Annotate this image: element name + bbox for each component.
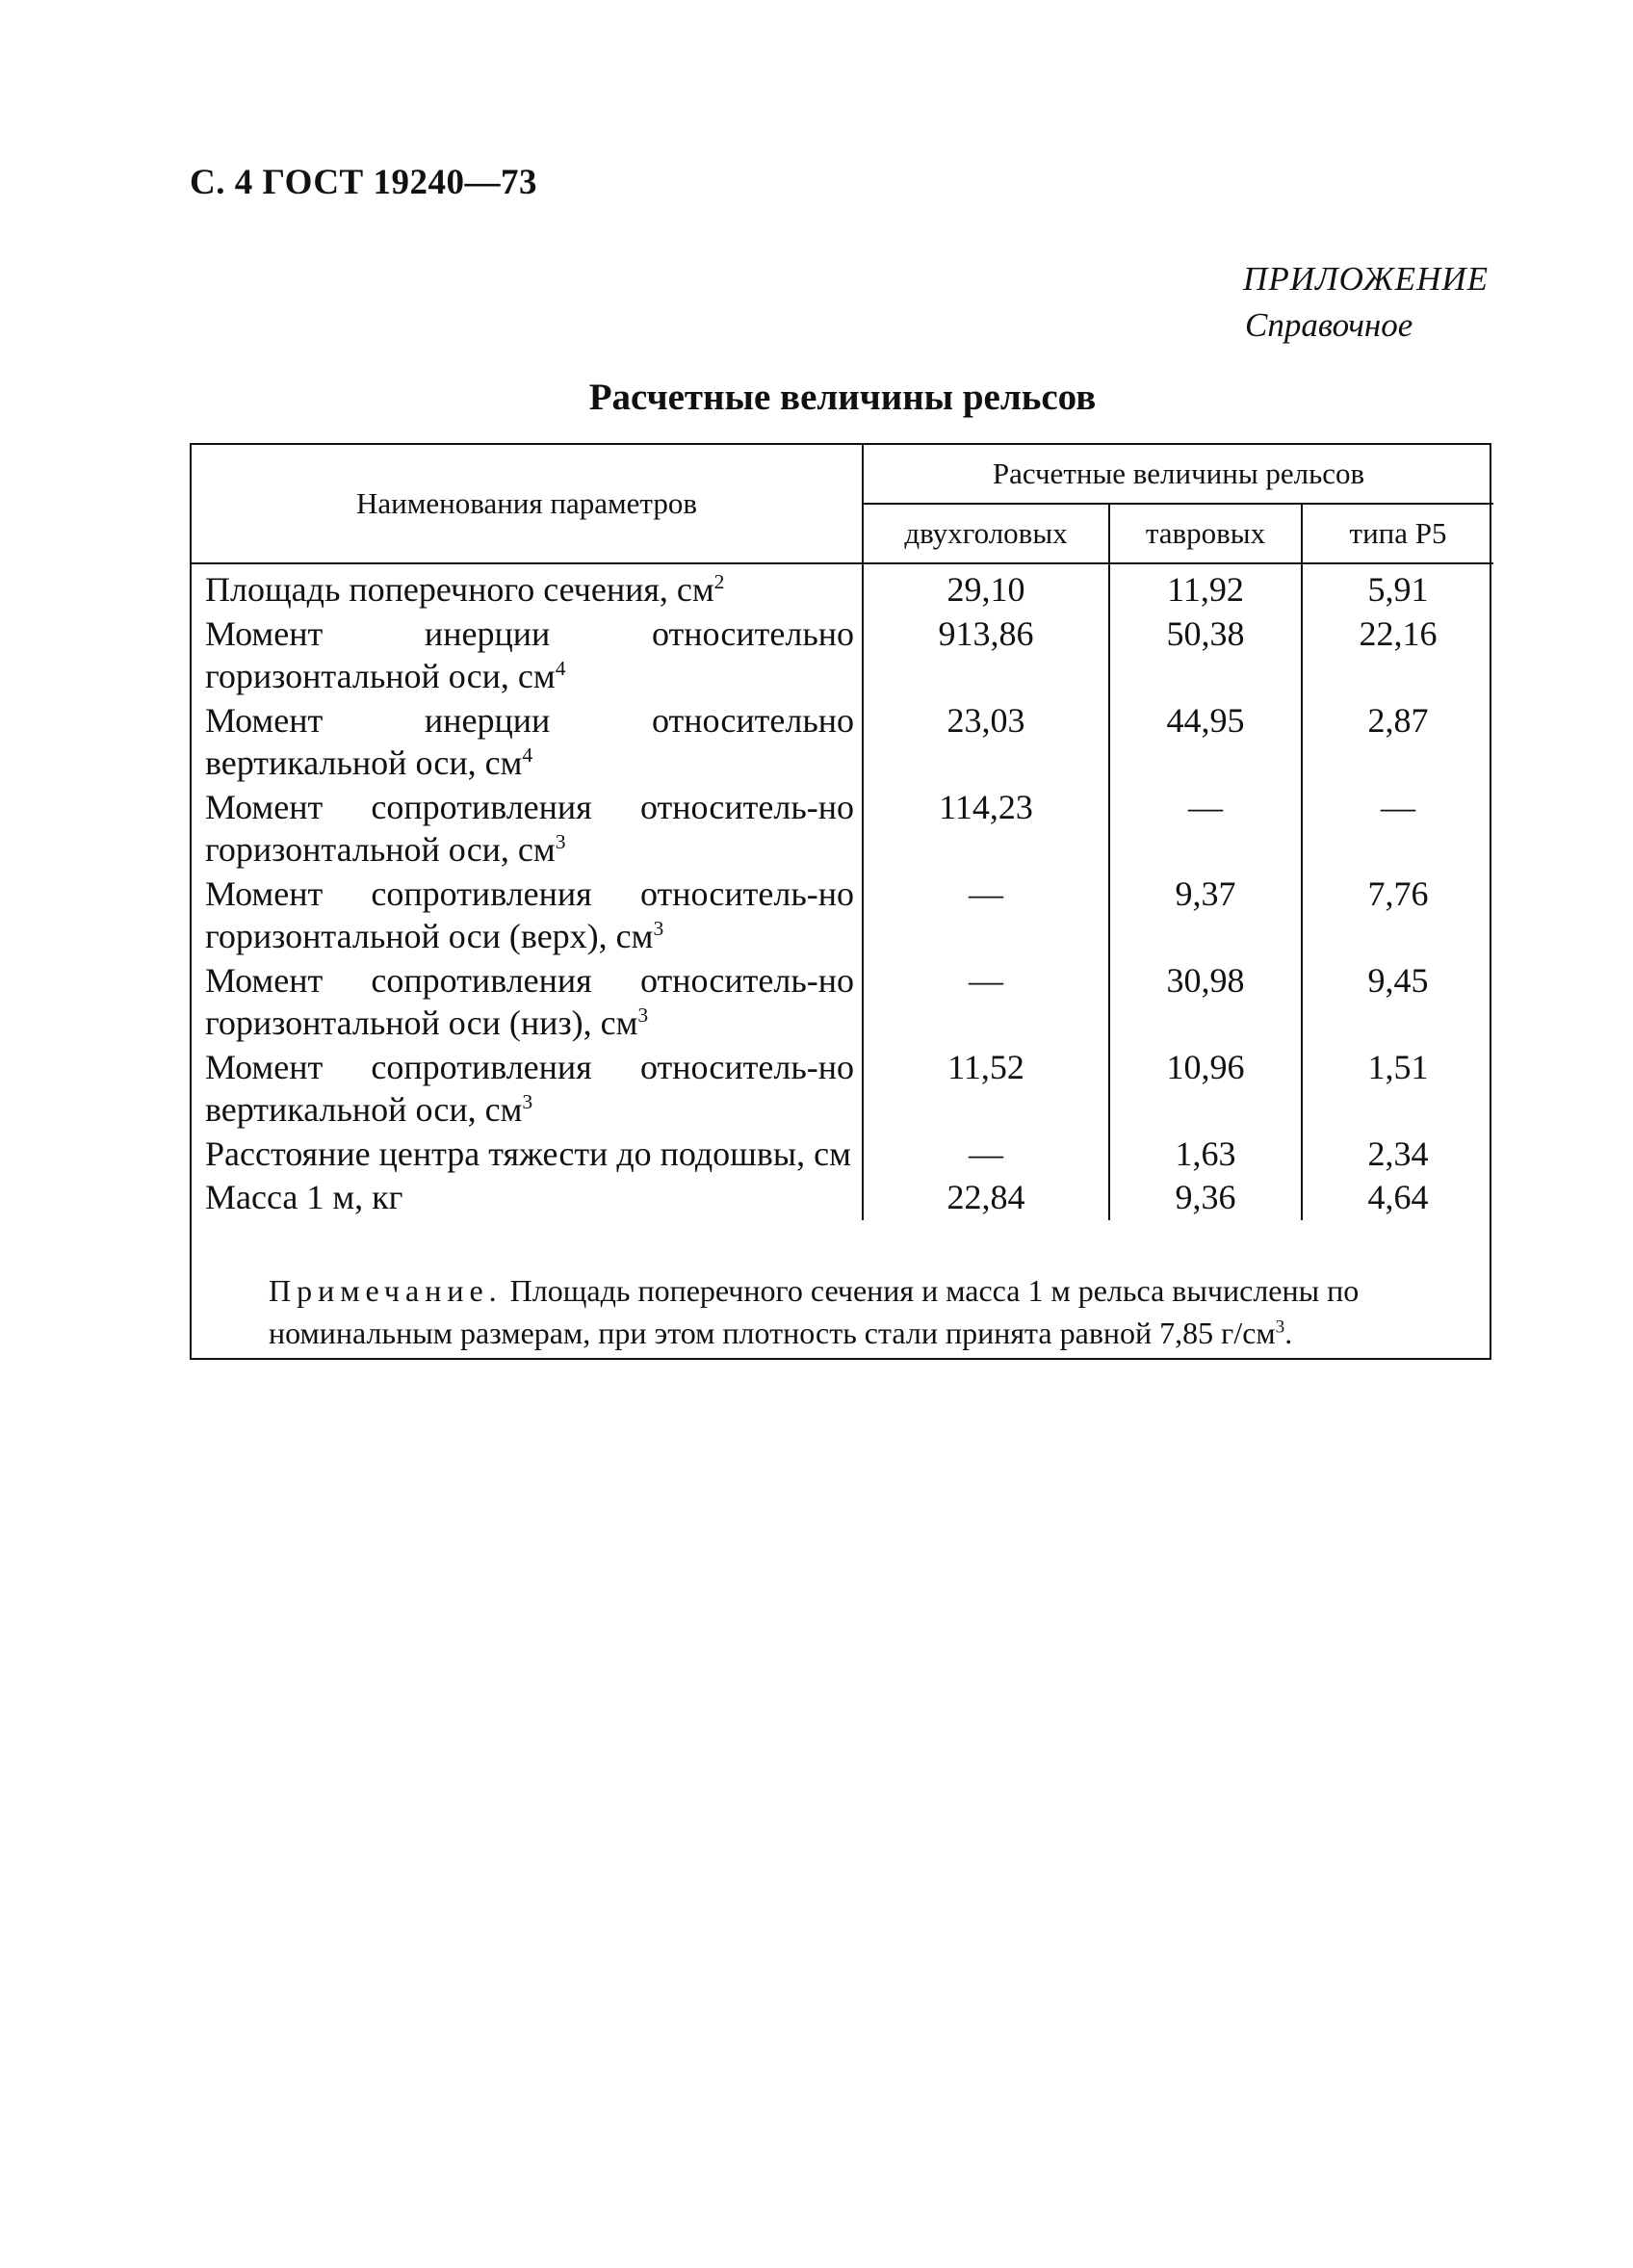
value-cell: — xyxy=(1109,786,1302,873)
table-frame xyxy=(190,443,1491,1360)
value-cell: 1,51 xyxy=(1367,1047,1429,1086)
table-note xyxy=(192,1269,1490,1354)
value-cell: 9,37 xyxy=(1109,873,1302,959)
param-cell xyxy=(192,699,863,786)
value-cell: 23,03 xyxy=(863,699,1109,786)
appendix-kind: Справочное xyxy=(1245,306,1413,344)
value-cell: 4,64 xyxy=(1367,1178,1429,1216)
param-label: Масса 1 м, кг xyxy=(205,1178,403,1216)
param-unit-exponent: 4 xyxy=(555,657,566,680)
note-text: Площадь поперечного сечения и масса 1 м рельса вычислены по номинальным размерам, при этом плотность стали принята равной 7,85 г/см xyxy=(269,1273,1360,1350)
note-sup: 3 xyxy=(1275,1316,1285,1338)
param-label: Момент сопротивления относитель-но горизонтальной оси (верх), см xyxy=(205,873,854,955)
value-cell: 9,45 xyxy=(1367,960,1429,1000)
param-cell xyxy=(192,613,863,699)
table-row xyxy=(192,563,1493,613)
value-cell: 114,23 xyxy=(863,786,1109,873)
value-cell: — xyxy=(863,873,1109,959)
value-cell: 30,98 xyxy=(1109,959,1302,1046)
column-header: тавровых xyxy=(1109,504,1302,563)
param-unit-exponent: 4 xyxy=(522,743,533,767)
value-cell: 5,91 xyxy=(1367,570,1429,609)
param-label: Момент сопротивления относитель-но горизонтальной оси, см xyxy=(205,787,854,869)
column-header: типа Р5 xyxy=(1302,504,1493,563)
data-table xyxy=(192,445,1493,1220)
param-cell xyxy=(192,1176,863,1220)
param-unit-exponent: 3 xyxy=(653,917,664,940)
page-header: С. 4 ГОСТ 19240—73 xyxy=(190,163,537,202)
table-row xyxy=(192,1176,1493,1220)
param-cell xyxy=(192,1046,863,1133)
note-label: Примечание. xyxy=(269,1273,503,1308)
param-column-header: Наименования параметров xyxy=(192,445,863,563)
value-cell: 913,86 xyxy=(863,613,1109,699)
value-cell: — xyxy=(863,959,1109,1046)
param-unit-exponent: 3 xyxy=(637,1004,649,1027)
param-unit-exponent: 2 xyxy=(713,570,725,593)
note-end: . xyxy=(1284,1316,1293,1350)
value-cell: 10,96 xyxy=(1109,1046,1302,1133)
value-cell: 29,10 xyxy=(863,563,1109,613)
value-cell: 9,36 xyxy=(1109,1176,1302,1220)
value-cell: 2,34 xyxy=(1367,1134,1429,1173)
param-label: Момент сопротивления относитель-но горизонтальной оси (низ), см xyxy=(205,960,854,1042)
value-cell: 50,38 xyxy=(1109,613,1302,699)
param-label: Расстояние центра тяжести до подошвы, см xyxy=(205,1134,851,1173)
value-cell: — xyxy=(863,1133,1109,1177)
table-row xyxy=(192,786,1493,873)
param-label: Момент инерции относительно горизонтальной оси, см xyxy=(205,613,854,695)
param-cell xyxy=(192,563,863,613)
value-cell: 7,76 xyxy=(1367,873,1429,913)
value-cell: 11,52 xyxy=(863,1046,1109,1133)
column-header: двухголовых xyxy=(863,504,1109,563)
table-row xyxy=(192,873,1493,959)
value-cell: 22,16 xyxy=(1359,613,1438,653)
value-cell: 22,84 xyxy=(863,1176,1109,1220)
value-cell: 2,87 xyxy=(1367,700,1429,740)
param-label: Момент сопротивления относитель-но вертикальной оси, см xyxy=(205,1047,854,1129)
appendix-title: ПРИЛОЖЕНИЕ xyxy=(1243,260,1489,298)
value-cell: 11,92 xyxy=(1109,563,1302,613)
param-unit-exponent: 3 xyxy=(522,1090,533,1113)
table-row xyxy=(192,699,1493,786)
appendix-label xyxy=(1243,256,1489,349)
param-cell xyxy=(192,873,863,959)
value-cell: — xyxy=(1381,787,1416,826)
param-label: Площадь поперечного сечения, см xyxy=(205,570,714,609)
value-cell: 1,63 xyxy=(1109,1133,1302,1177)
group-column-header: Расчетные величины рельсов xyxy=(863,445,1493,504)
param-cell xyxy=(192,959,863,1046)
table-row xyxy=(192,1046,1493,1133)
param-label: Момент инерции относительно вертикальной оси, см xyxy=(205,700,854,782)
param-cell xyxy=(192,786,863,873)
table-body xyxy=(192,563,1493,1220)
param-cell xyxy=(192,1133,863,1177)
table-title: Расчетные величины рельсов xyxy=(588,377,1097,418)
table-row xyxy=(192,959,1493,1046)
value-cell: 44,95 xyxy=(1109,699,1302,786)
table-row xyxy=(192,613,1493,699)
table-row xyxy=(192,1133,1493,1177)
param-unit-exponent: 3 xyxy=(555,830,566,853)
